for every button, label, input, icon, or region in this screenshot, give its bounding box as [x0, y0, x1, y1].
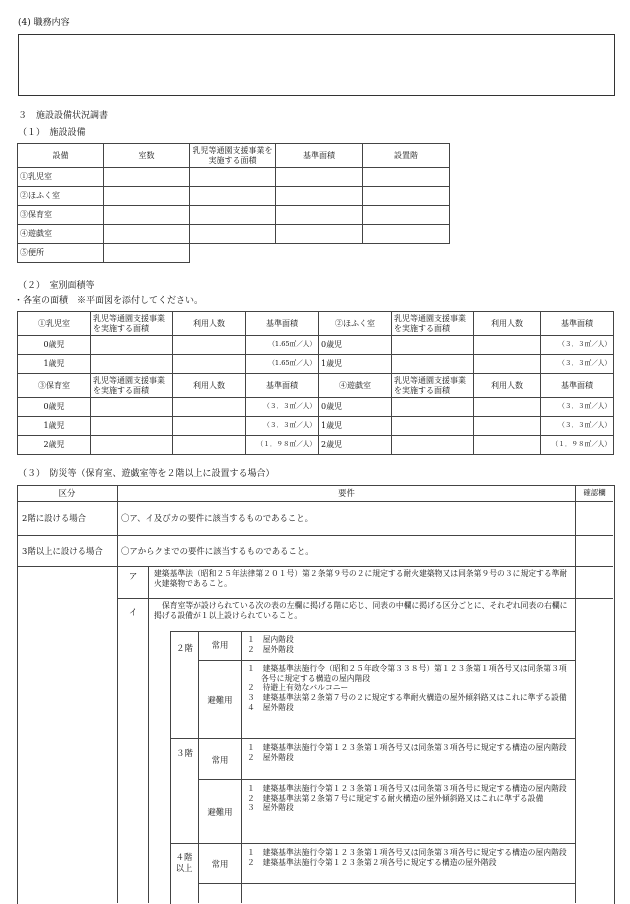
item-i-label: イ [128, 607, 138, 617]
input-cell[interactable] [276, 168, 363, 187]
check-cell[interactable] [576, 502, 613, 535]
check-cell[interactable] [576, 599, 613, 903]
col-header: 基準面積 [541, 312, 614, 336]
list-item: ２ 待避上有効なバルコニー [247, 683, 349, 693]
item-i-text: 保育室等が設けられている次の表の左欄に掲げる階に応じ、同表の中欄に掲げる区分ごとに、それぞれ同表の右欄に掲げる設備が１以上設けられていること。 [154, 601, 568, 620]
input-cell[interactable] [363, 168, 450, 187]
fire-heading: （３） 防災等（保育室、遊戯室等を２階以上に設置する場合） [18, 469, 275, 479]
room-area-heading: （２） 室別面積等 [18, 281, 95, 291]
list-item: ２ 屋外階段 [247, 752, 294, 762]
col-header: 利用人数 [173, 312, 246, 336]
std-area: （３．３㎡／人） [246, 417, 319, 436]
row-label: ③保育室 [18, 206, 104, 225]
input-cell[interactable] [474, 398, 541, 417]
input-cell[interactable] [104, 206, 190, 225]
row-label: ②ほふく室 [18, 187, 104, 206]
floor-4-label: ４階以上 [175, 852, 193, 873]
room-title: ④遊戯室 [319, 374, 392, 398]
list-item: １ 建築基準法施行令第１２３条第１項各号又は同条第３項各号に規定する構造の屋内階段 [247, 848, 567, 857]
list-item: １ 建築基準法施行令（昭和２５年政令第３３８号）第１２３条第１項各号又は同条第３項各号に規定する構造の屋内階段 [247, 664, 567, 683]
item-a-text: 建築基準法（昭和２５年法律第２０１号）第２条第９号の２に規定する耐火建築物又は同条第９号の３に規定する準耐火建築物であること。 [154, 569, 568, 588]
age-label: 1歳児 [319, 417, 392, 436]
input-cell[interactable] [190, 187, 276, 206]
col-header: 乳児等通園支援事業を実施する面積 [91, 312, 173, 336]
col-header: 基準面積 [541, 374, 614, 398]
row-2f-label: 2階に設ける場合 [22, 513, 86, 523]
col-header: 乳児等通園支援事業を実施する面積 [190, 144, 276, 168]
col-header: 乳児等通園支援事業を実施する面積 [91, 374, 173, 398]
std-area: （３．３㎡／人） [541, 398, 614, 417]
normal-label: 常用 [211, 859, 229, 869]
room-title: ②ほふく室 [319, 312, 392, 336]
evac-label: 避難用 [207, 695, 233, 705]
f3-evac-list [243, 782, 577, 815]
input-cell[interactable] [392, 355, 474, 374]
input-cell[interactable] [91, 417, 173, 436]
normal-label: 常用 [211, 640, 229, 650]
list-item: １ 屋内階段 [247, 635, 294, 644]
list-item: ２ 建築基準法第２条第７号に規定する耐火構造の屋外傾斜路又はこれに準ずる設備 [247, 793, 544, 803]
duties-input-box[interactable] [18, 34, 615, 96]
age-label: 0歳児 [18, 398, 91, 417]
row-label: ④遊戯室 [18, 225, 104, 244]
list-item: ２ 建築基準法施行令第１２３条第２項各号に規定する構造の屋外階段 [247, 857, 497, 867]
input-cell[interactable] [474, 336, 541, 355]
age-label: 1歳児 [319, 355, 392, 374]
section3-heading: ３ 施設設備状況調書 [18, 111, 109, 121]
input-cell[interactable] [363, 206, 450, 225]
input-cell[interactable] [276, 225, 363, 244]
input-cell[interactable] [104, 187, 190, 206]
f3-normal-list [243, 741, 577, 764]
row-label: ⑤便所 [18, 244, 104, 263]
input-cell[interactable] [474, 436, 541, 455]
col-category-header: 区分 [17, 485, 117, 502]
input-cell[interactable] [91, 398, 173, 417]
input-cell[interactable] [392, 336, 474, 355]
input-cell[interactable] [190, 168, 276, 187]
age-label: 2歳児 [18, 436, 91, 455]
std-area: （1.65㎡／人） [246, 355, 319, 374]
std-area: （３．３㎡／人） [541, 355, 614, 374]
input-cell[interactable] [173, 436, 246, 455]
input-cell[interactable] [91, 355, 173, 374]
age-label: 1歳児 [18, 417, 91, 436]
room-area-table [17, 311, 614, 455]
floor-3-label: ３階 [176, 748, 193, 758]
input-cell[interactable] [91, 436, 173, 455]
col-header: 基準面積 [246, 374, 319, 398]
list-item: １ 建築基準法施行令第１２３条第１項各号又は同条第３項各号に規定する構造の屋内階段 [247, 784, 567, 793]
row-label: ①乳児室 [18, 168, 104, 187]
row-3f-label: 3階以上に設ける場合 [22, 546, 103, 556]
std-area: （1.65㎡／人） [246, 336, 319, 355]
list-item: ４ 屋外階段 [247, 702, 294, 712]
std-area: （１．９８㎡／人） [541, 436, 614, 455]
std-area: （１．９８㎡／人） [246, 436, 319, 455]
input-cell[interactable] [173, 417, 246, 436]
col-header: 基準面積 [276, 144, 363, 168]
input-cell[interactable] [363, 225, 450, 244]
input-cell[interactable] [173, 398, 246, 417]
check-cell[interactable] [576, 567, 613, 598]
std-area: （３．３㎡／人） [541, 417, 614, 436]
room-title: ①乳児室 [18, 312, 91, 336]
room-title: ③保育室 [18, 374, 91, 398]
floor-2-label: ２階 [176, 643, 193, 653]
row-2f-text: 〇ア、イ及びカの要件に該当するものであること。 [121, 513, 313, 523]
input-cell[interactable] [104, 244, 190, 263]
col-header: 利用人数 [474, 312, 541, 336]
list-item: ２ 屋外階段 [247, 644, 294, 654]
input-cell[interactable] [173, 336, 246, 355]
input-cell[interactable] [276, 206, 363, 225]
facilities-table [17, 143, 450, 263]
col-header: 乳児等通園支援事業を実施する面積 [392, 374, 474, 398]
input-cell[interactable] [173, 355, 246, 374]
list-item: ３ 建築基準法第２条第７号の２に規定する準耐火構造の屋外傾斜路又はこれに準ずる設備 [247, 693, 567, 703]
item-a-label: ア [128, 571, 138, 581]
input-cell[interactable] [474, 417, 541, 436]
col-header: 乳児等通園支援事業を実施する面積 [392, 312, 474, 336]
input-cell[interactable] [104, 225, 190, 244]
row-3f-text: 〇アからクまでの要件に該当するものであること。 [121, 546, 314, 556]
age-label: 0歳児 [319, 398, 392, 417]
input-cell[interactable] [190, 225, 276, 244]
f2-normal-list [243, 633, 577, 656]
duties-heading: (4) 職務内容 [18, 18, 70, 28]
col-header: 設置階 [363, 144, 450, 168]
col-header: 利用人数 [474, 374, 541, 398]
f2-evac-list [243, 662, 577, 715]
age-label: 2歳児 [319, 436, 392, 455]
input-cell[interactable] [363, 187, 450, 206]
input-cell[interactable] [392, 436, 474, 455]
evac-label: 避難用 [207, 807, 233, 817]
room-area-note: ・各室の面積 ※平面図を添付してください。 [14, 296, 204, 306]
input-cell[interactable] [392, 398, 474, 417]
age-label: 1歳児 [18, 355, 91, 374]
col-requirement-header: 要件 [118, 485, 575, 502]
age-label: 0歳児 [18, 336, 91, 355]
list-item: ３ 屋外階段 [247, 803, 294, 813]
col-header: 室数 [104, 144, 190, 168]
f4-normal-list [243, 846, 577, 869]
input-cell[interactable] [104, 168, 190, 187]
col-header: 基準面積 [246, 312, 319, 336]
facilities-heading: （１） 施設設備 [18, 128, 86, 138]
std-area: （３．３㎡／人） [246, 398, 319, 417]
col-header: 設備 [18, 144, 104, 168]
col-check-header: 確認欄 [576, 485, 613, 502]
input-cell[interactable] [392, 417, 474, 436]
input-cell[interactable] [474, 355, 541, 374]
normal-label: 常用 [211, 755, 229, 765]
input-cell[interactable] [276, 187, 363, 206]
col-header: 利用人数 [173, 374, 246, 398]
check-cell[interactable] [576, 536, 613, 566]
input-cell[interactable] [91, 336, 173, 355]
std-area: （３．３㎡／人） [541, 336, 614, 355]
input-cell[interactable] [190, 206, 276, 225]
list-item: １ 建築基準法施行令第１２３条第１項各号又は同条第３項各号に規定する構造の屋内階段 [247, 743, 567, 752]
age-label: 0歳児 [319, 336, 392, 355]
